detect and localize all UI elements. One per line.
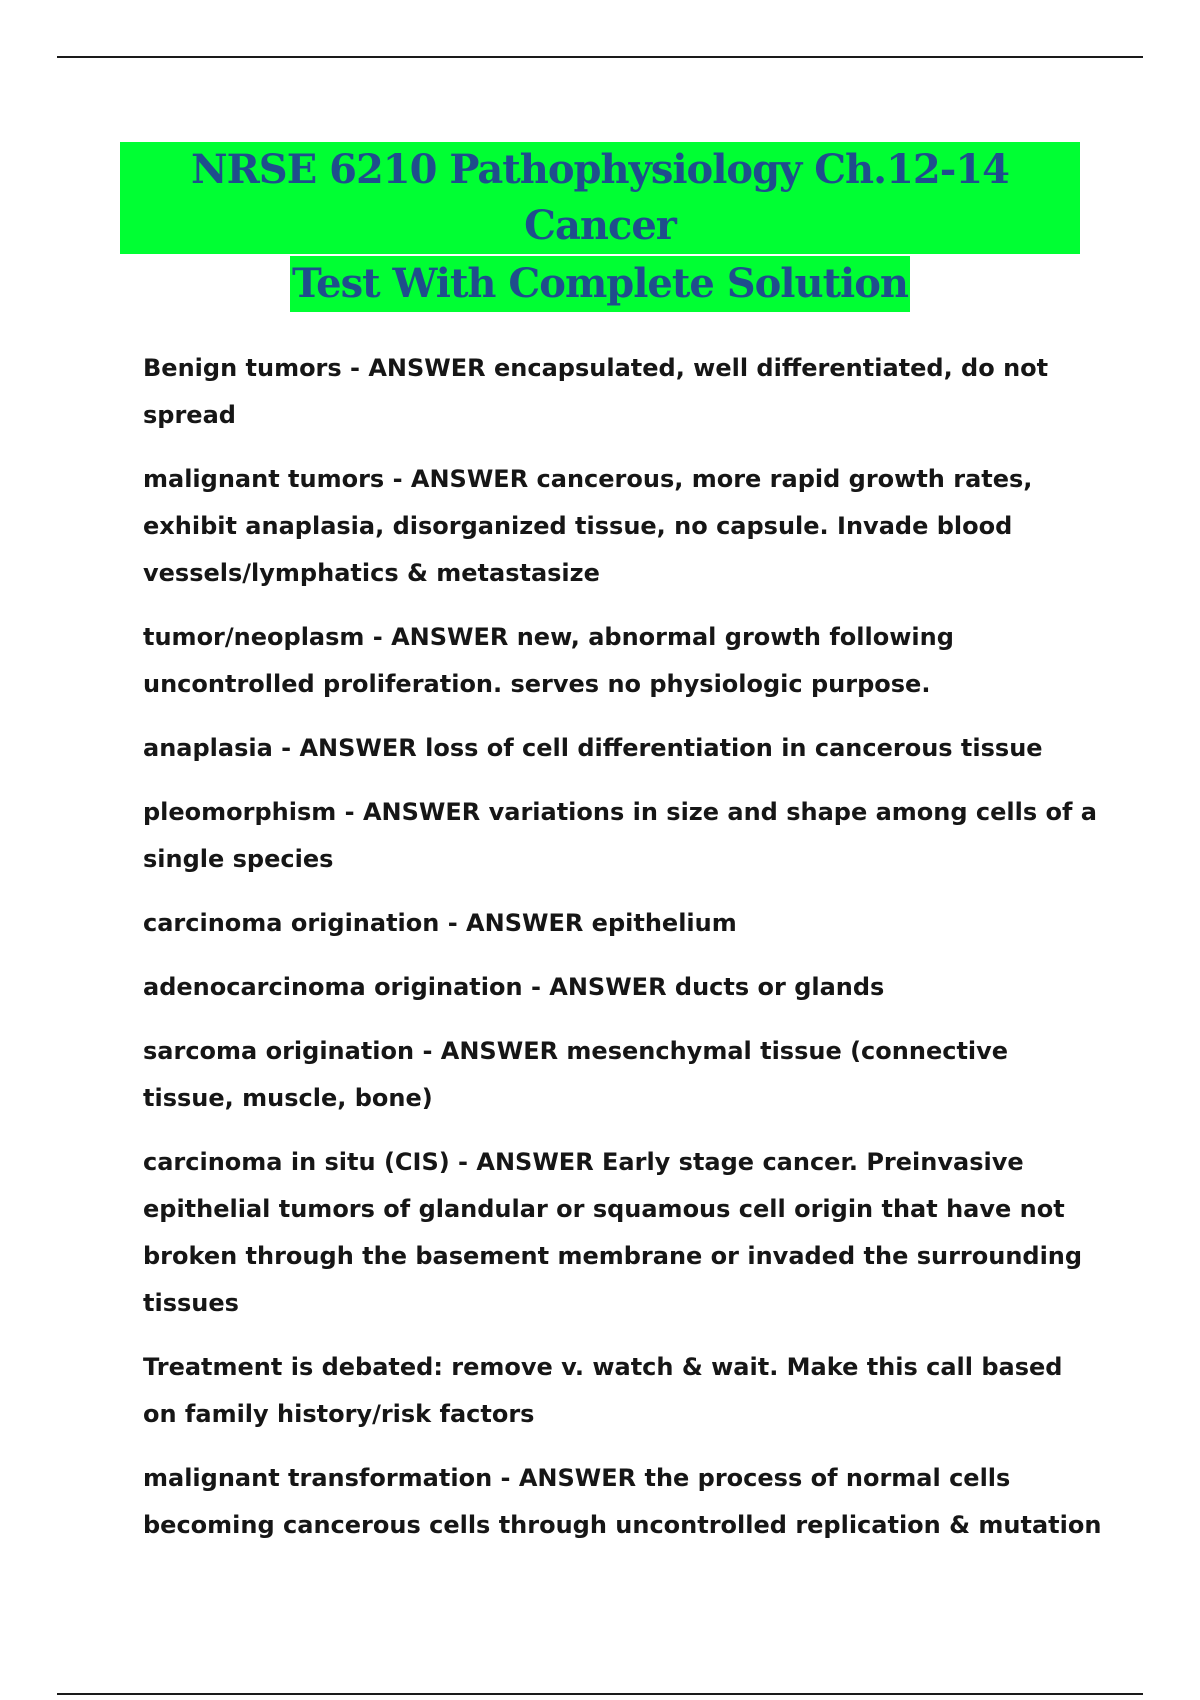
qa-entry-pleomorphism: pleomorphism - ANSWER variations in size and shape among cells of a single species bbox=[143, 798, 1097, 873]
title-line-2: Test With Complete Solution bbox=[290, 256, 910, 312]
qa-entry-malignant-transformation: malignant transformation - ANSWER the process of normal cells becoming cancerous cells through uncontrolled replication & mutation bbox=[143, 1464, 1102, 1539]
top-rule bbox=[57, 56, 1143, 58]
qa-entry-benign-tumors: Benign tumors - ANSWER encapsulated, well differentiated, do not spread bbox=[143, 354, 1049, 429]
qa-entry-carcinoma-origination: carcinoma origination - ANSWER epithelium bbox=[143, 909, 737, 937]
qa-list bbox=[143, 345, 1103, 1566]
qa-entry-sarcoma-origination: sarcoma origination - ANSWER mesenchymal tissue (connective tissue, muscle, bone) bbox=[143, 1037, 1009, 1112]
qa-entry-treatment-note: Treatment is debated: remove v. watch & wait. Make this call based on family history/risk factors bbox=[143, 1353, 1063, 1428]
qa-entry-carcinoma-in-situ: carcinoma in situ (CIS) - ANSWER Early stage cancer. Preinvasive epithelial tumors of glandular or squamous cell origin that have not broken through the basement membrane or invaded the surrounding tissues bbox=[143, 1148, 1083, 1317]
qa-entry-tumor-neoplasm: tumor/neoplasm - ANSWER new, abnormal growth following uncontrolled proliferation. serves no physiologic purpose. bbox=[143, 623, 954, 698]
qa-entry-adenocarcinoma-origination: adenocarcinoma origination - ANSWER ducts or glands bbox=[143, 973, 885, 1001]
qa-entry-anaplasia: anaplasia - ANSWER loss of cell differentiation in cancerous tissue bbox=[143, 734, 1043, 762]
document-title bbox=[120, 142, 1080, 312]
bottom-rule bbox=[57, 1693, 1143, 1695]
title-line-1: NRSE 6210 Pathophysiology Ch.12-14 Cancer bbox=[120, 142, 1080, 254]
qa-entry-malignant-tumors: malignant tumors - ANSWER cancerous, more rapid growth rates, exhibit anaplasia, disorganized tissue, no capsule. Invade blood vessels/lymphatics & metastasize bbox=[143, 465, 1033, 587]
